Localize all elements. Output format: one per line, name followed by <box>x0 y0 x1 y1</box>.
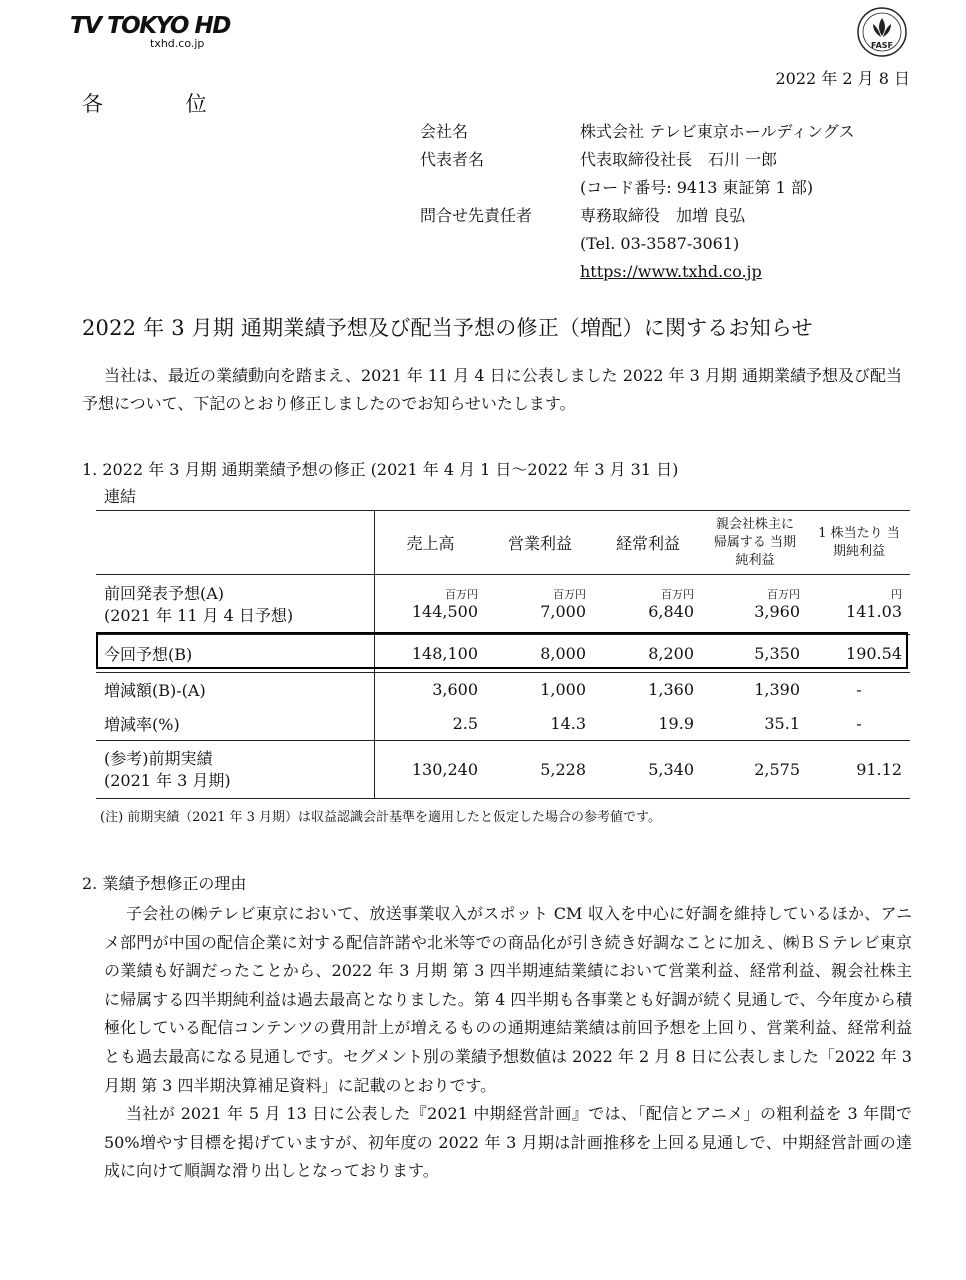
section2-heading: 2. 業績予想修正の理由 <box>82 874 247 893</box>
info-label: 会社名 <box>420 122 469 141</box>
table-cell <box>808 575 910 635</box>
table-note: (注) 前期実績（2021 年 3 月期）は収益認識会計基準を適用したと仮定した場合の参考値です。 <box>100 810 661 825</box>
consolidated-label: 連結 <box>104 487 137 506</box>
document-title: 2022 年 3 月期 通期業績予想及び配当予想の修正（増配）に関するお知らせ <box>82 316 813 340</box>
info-row-company <box>420 118 855 146</box>
info-label <box>420 230 580 258</box>
col-header-eps: 1 株当たり 当期純利益 <box>818 525 900 559</box>
table-row <box>96 741 910 799</box>
row-label: 今回予想(B) <box>96 635 375 673</box>
info-label: 代表者名 <box>420 150 485 169</box>
table-cell: 1,390 <box>754 680 800 700</box>
info-value: 株式会社 テレビ東京ホールディングス <box>580 122 855 141</box>
addressee: 各 位 <box>82 92 245 116</box>
table-cell: 5,350 <box>702 635 808 673</box>
row-label-line1: 前回発表予想(A) <box>104 583 225 603</box>
table-cell: 190.54 <box>808 635 910 673</box>
table-cell: 1,000 <box>540 680 587 700</box>
table-header-row <box>96 511 910 575</box>
table-cell: 8,000 <box>486 635 594 673</box>
info-row-representative <box>420 146 855 174</box>
table-cell: - <box>856 713 862 733</box>
logo-url: txhd.co.jp <box>150 37 205 50</box>
col-header-sales: 売上高 <box>375 511 487 575</box>
unit-label: 百万円 <box>445 588 479 601</box>
table-cell <box>594 575 702 635</box>
fasf-seal-icon <box>856 6 908 58</box>
table-row <box>96 575 910 635</box>
cell-value: 144,500 <box>411 602 479 621</box>
info-row-url <box>420 258 855 286</box>
table-cell: 91.12 <box>808 741 910 799</box>
info-value: (コード番号: 9413 東証第 1 部) <box>580 178 814 197</box>
table-cell: 148,100 <box>375 635 487 673</box>
cell-value: 6,840 <box>648 602 694 621</box>
table-row <box>96 673 910 707</box>
table-cell: 35.1 <box>764 713 800 733</box>
seal-text: FASF <box>871 41 893 50</box>
col-header-ordinary-profit: 経常利益 <box>616 534 681 553</box>
table-cell: 2.5 <box>375 707 487 741</box>
info-value: 専務取締役 加増 良弘 <box>580 206 746 225</box>
table-cell: 1,360 <box>648 680 694 700</box>
document-date: 2022 年 2 月 8 日 <box>775 69 910 88</box>
reason-paragraph: 子会社の㈱テレビ東京において、放送事業収入がスポット CM 収入を中心に好調を維持しているほか、アニメ部門が中国の配信企業に対する配信許諾や北米等での商品化が引き続き好調なことに加え、㈱ＢＳテレビ東京の業績も好調だったことから、2022 年 3 月期 第 3 四半期連結業績において営業利益、経常利益、親会社株主に帰属する四半期純利益は過去最高となりました。第 4 四半期も各事業とも好調が続く見通しで、今年度から積極化している配信コンテンツの費用計上が増えるものの通期連結業績は前回予想を上回り、営業利益、経常利益とも過去最高になる見通しです。セグメント別の業績予想数値は 2022 年 2 月 8 日に公表しました「2022 年 3 月期 第 3 四半期決算補足資料」に記載のとおりです。 <box>104 904 912 1095</box>
intro-paragraph: 当社は、最近の業績動向を踏まえ、2021 年 11 月 4 日に公表しました 2022 年 3 月期 通期業績予想及び配当予想について、下記のとおり修正しましたのでお知らせいたします。 <box>82 366 902 413</box>
info-row-tel <box>420 230 855 258</box>
info-label <box>420 174 580 202</box>
row-label: 増減率(%) <box>104 714 180 734</box>
row-label-line2: (2021 年 3 月期) <box>104 770 231 790</box>
info-row-code <box>420 174 855 202</box>
company-logo <box>70 14 230 50</box>
section1-heading: 1. 2022 年 3 月期 通期業績予想の修正 (2021 年 4 月 1 日～2022 年 3 月 31 日) <box>82 460 679 479</box>
reason-paragraph: 当社が 2021 年 5 月 13 日に公表した『2021 中期経営計画』では、「配信とアニメ」の粗利益を 3 年間で 50%増やす目標を掲げていますが、初年度の 2022 年 3 月期は計画推移を上回る見通しで、中期経営計画の達成に向けて順調な滑り出しとなっております。 <box>104 1104 912 1181</box>
table-corner <box>96 511 375 575</box>
table-cell <box>375 575 487 635</box>
table-cell: 14.3 <box>550 713 587 733</box>
logo-text: TV TOKYO HD <box>70 13 230 39</box>
table-cell: 5,228 <box>486 741 594 799</box>
table-cell <box>702 575 808 635</box>
row-label <box>96 575 375 635</box>
unit-label: 百万円 <box>661 588 694 601</box>
cell-value: 3,960 <box>754 602 800 621</box>
table-cell: - <box>856 680 862 700</box>
cell-value: 7,000 <box>540 602 587 621</box>
col-header-net-income: 親会社株主に 帰属する 当期純利益 <box>713 516 797 568</box>
info-label: 問合せ先責任者 <box>420 206 533 225</box>
row-label-line2: (2021 年 11 月 4 日予想) <box>104 605 294 625</box>
table-cell: 19.9 <box>658 713 694 733</box>
table-cell: 3,600 <box>375 673 487 707</box>
table-cell: 5,340 <box>594 741 702 799</box>
table-row <box>96 707 910 741</box>
table-cell: 8,200 <box>594 635 702 673</box>
current-forecast-highlight-box <box>96 632 908 669</box>
website-link[interactable]: https://www.txhd.co.jp <box>580 262 762 281</box>
reason-text <box>104 900 912 1186</box>
table-cell <box>486 575 594 635</box>
unit-label: 百万円 <box>553 588 587 601</box>
info-label <box>420 258 580 286</box>
table-cell: 130,240 <box>375 741 487 799</box>
row-label <box>96 741 375 799</box>
unit-label: 百万円 <box>767 588 800 601</box>
cell-value: 141.03 <box>846 602 902 621</box>
info-value: 代表取締役社長 石川 一郎 <box>580 150 778 169</box>
row-label-line1: (参考)前期実績 <box>104 748 213 768</box>
info-value: (Tel. 03-3587-3061) <box>580 234 740 253</box>
unit-label: 円 <box>891 588 902 601</box>
row-label: 増減額(B)-(A) <box>104 681 206 701</box>
col-header-operating-profit: 営業利益 <box>508 534 573 553</box>
company-info <box>420 118 855 286</box>
info-row-contact <box>420 202 855 230</box>
table-cell: 2,575 <box>702 741 808 799</box>
